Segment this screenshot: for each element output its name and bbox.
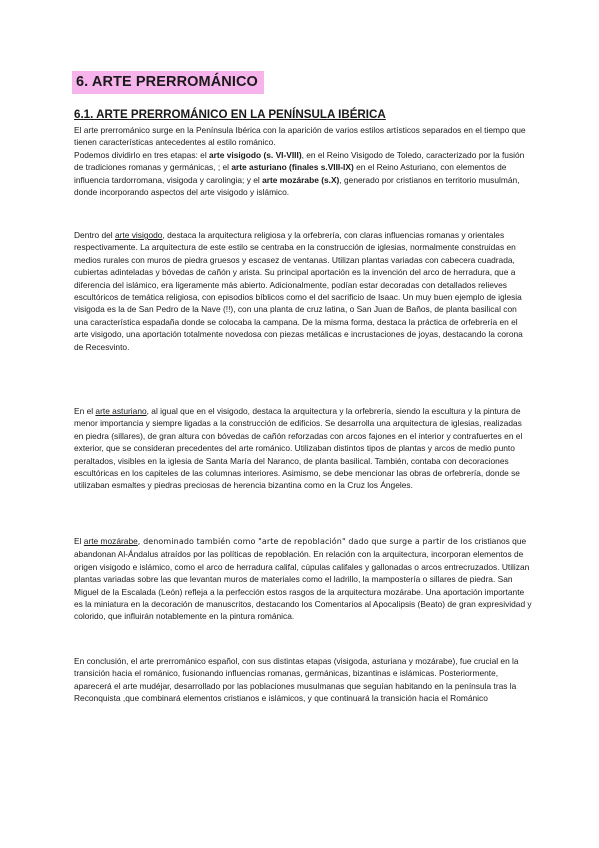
subsection-heading: 6.1. ARTE PRERROMÁNICO EN LA PENÍNSULA IBÉRICA <box>74 108 386 121</box>
intro-text: , generado por cristianos en territorio musulmán, donde incorporando aspectos del arte visigodo y islámico. <box>74 174 520 198</box>
intro-text: en el Reino Asturiano, con elementos de influencia tardorromana, visigoda y carolingia; y el <box>74 162 507 185</box>
conclusion-paragraph <box>74 655 532 705</box>
intro-text: , en el Reino Visigodo de Toledo, caracterizado por la fusión de tradiciones romanas y germánicas, ; el <box>74 149 525 173</box>
asturiano-paragraph <box>74 405 532 492</box>
stage-visigodo: arte visigodo (s. VI-VIII) <box>209 149 302 160</box>
stage-mozarabe: arte mozárabe (s.X) <box>262 174 340 185</box>
intro-paragraph <box>74 124 532 198</box>
paragraph-text: , al igual que en el visigodo, destaca la arquitectura y la orfebrería, siendo la escultura y la pintura de menor importancia y siempre ligadas a la construcción de edificios. Se desarrolla una arquitectura de iglesias, realizadas en piedra (sillares), de gran altura con bóvedas de cañón reforzadas con arcos fajones en el interior y contrafuertes en el exterior, que se consideran precedentes del arte románico. Utilizaban distintos tipos de plantas y arcos de medio punto peraltados, visibles en la iglesia de Santa María del Naranco, de planta basilical. También, contaba con decoraciones escultóricas en los capiteles de las columnas interiores. Asimismo, se debe mencionar las obras de orfebrería, donde se utilizaban esmaltes y piedras preciosas de herencia bizantina como en la Cruz los Ángeles. <box>74 406 523 491</box>
term-arte-visigodo: arte visigodo <box>114 230 163 240</box>
term-arte-asturiano: arte asturiano <box>95 406 147 416</box>
section-heading: 6. ARTE PRERROMÁNICO <box>72 71 264 94</box>
visigodo-paragraph <box>74 229 532 353</box>
paragraph-text: En el <box>74 406 96 416</box>
paragraph-text: , destaca la arquitectura religiosa y la orfebrería, con claras influencias romanas y orientales respectivamente. La arquitectura de este estilo se centraba en la construcción de iglesias, normalmente construidas en medios rurales con muros de piedra gruesos y escasez de ventanas. Utilizan plantas variadas con cabecera cuadrada, cubiertas adinteladas y bóvedas de cañón y arista. Su principal aportación es la invención del arco de herradura, que a diferencia del islámico, era ligeramente más abierto. Adicionalmente, podían estar decoradas con detallados relieves escultóricos de temática religiosa, con episodios bíblicos como el del sacrificio de Isaac. Un muy buen ejemplo de iglesia visigoda es la de San Pedro de la Nave (!!), con una planta de cruz latina, o San Juan de Baños, de planta basilical con una característica espadaña donde se colocaba la campana. De la misma forma, destaca la práctica de orfebrería en el arte visigodo, una aportación totalmente novedosa con piezas metálicas e incrustaciones de joyas, destacando la corona de Recesvinto. <box>74 230 523 352</box>
paragraph-text: En conclusión, el arte prerrománico español, con sus distintas etapas (visigoda, asturiana y mozárabe), fue crucial en la transición hacia el románico, fusionando influencias romanas, germánicas, bizantinas e islámicas. Posteriormente, aparecerá el arte mudéjar, desarrollado por las poblaciones musulmanas que seguían habitando en la península tras la Reconquista ,que combinará elementos cristianos e islámicos, y que continuará la transición hacia el Románico <box>74 656 519 704</box>
mozarabe-paragraph <box>74 535 532 623</box>
stage-asturiano: arte asturiano (finales s.VIII-IX) <box>231 162 354 173</box>
paragraph-text: Dentro del <box>74 230 115 240</box>
paragraph-text: El <box>74 536 84 546</box>
intro-text: Podemos dividirlo en tres etapas: el <box>74 149 210 160</box>
paragraph-text: , denominado también como "arte de repoblación" dado que surge a partir de los <box>137 537 473 546</box>
paragraph-text: cristianos que abandonan Al-Ándalus atraídos por las políticas de repoblación. En relación con la arquitectura, incorporan elementos de origen visigodo e islámico, como el arco de herradura califal, cúpulas califales y gallonadas o arcos entrecruzados. Utilizan plantas variadas sobre las que levantan muros de materiales como el ladrillo, la mampostería o sillares de piedra. San Miguel de la Escalada (León) refleja a la perfección estos rasgos de la arquitectura mozárabe. Una aportación importante es la miniatura en la decoración de manuscritos, destacando los Comentarios al Apocalipsis (Beato) de gran expresividad y colorido, que influirán notablemente en la pintura románica. <box>74 536 532 622</box>
term-arte-mozarabe: arte mozárabe <box>83 536 138 546</box>
intro-sentence: El arte prerrománico surge en la Península Ibérica con la aparición de varios estilos artísticos separados en el tiempo que tienen características antecedentes al estilo románico. <box>74 125 526 148</box>
